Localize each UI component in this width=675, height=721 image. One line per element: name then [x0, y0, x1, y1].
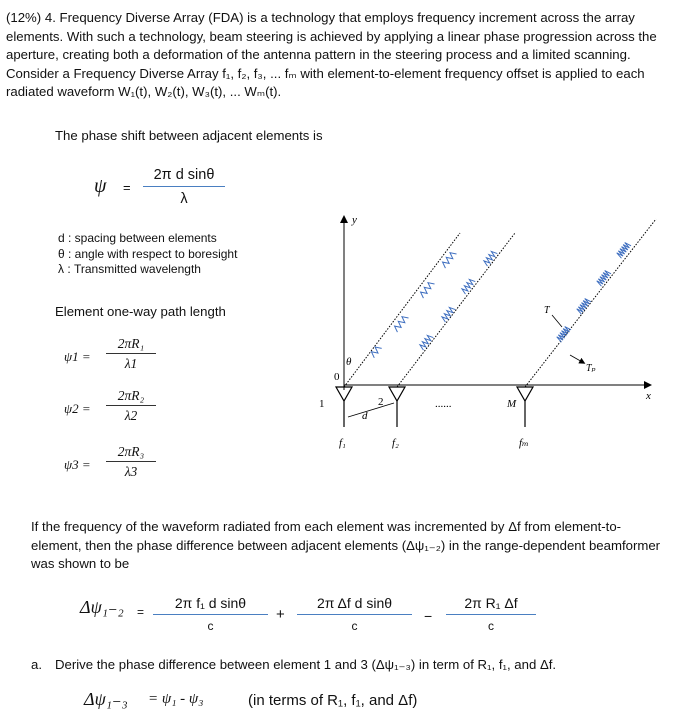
freq-f2-label: f₂	[392, 437, 399, 449]
beamformer-term-1	[153, 595, 268, 633]
theta-label: θ	[346, 356, 352, 368]
fraction-bar	[143, 186, 225, 187]
spacing-line	[348, 403, 394, 417]
element-m-label: M	[507, 398, 517, 410]
freq-fm-label: fₘ	[519, 437, 529, 449]
term-1-numerator: 2π f₁ d sinθ	[174, 595, 247, 611]
term-2-denominator: c	[351, 619, 358, 633]
beam-line-2	[397, 233, 515, 387]
freq-f1-label: f₁	[339, 437, 346, 449]
freq-increment-paragraph: If the frequency of the waveform radiated from each element was incremented by Δf from element-to-element, then the phase difference between adjacent elements (Δψ₁₋₂) in the range-dependent beamformer was shown to be	[31, 519, 661, 572]
beamformer-term-3	[446, 595, 536, 633]
term-2-numerator: 2π Δf d sinθ	[316, 595, 393, 611]
equals-sign: =	[123, 180, 131, 195]
answer-rhs: = ψ₁ - ψ₃	[148, 691, 204, 707]
problem-statement	[6, 9, 670, 102]
answer-note: (in terms of R₁, f₁, and Δf)	[248, 692, 418, 709]
x-axis-label: x	[646, 390, 651, 402]
ellipsis-dots: ......	[435, 398, 452, 410]
psi1-numerator: 2πR₁	[117, 336, 145, 351]
waveform-packets	[370, 242, 631, 358]
spacing-d-label: d	[362, 410, 368, 422]
delta-psi-12: Δψ₁₋₂	[80, 597, 124, 617]
definition-d: d : spacing between elements	[58, 231, 217, 245]
pulse-marker-tp	[570, 355, 584, 363]
fraction-bar	[106, 461, 156, 462]
question-a-text: Derive the phase difference between element 1 and 3 (Δψ₁₋₃) in term of R₁, f₁, and Δf.	[55, 657, 557, 672]
psi3-fraction	[106, 444, 156, 480]
psi1-denominator: λ1	[124, 356, 138, 371]
phase-shift-fraction	[143, 167, 225, 207]
beamformer-equals: =	[137, 605, 145, 619]
psi2-numerator: 2πR₂	[117, 388, 145, 403]
psi2-denominator: λ2	[124, 408, 138, 423]
fraction-bar	[446, 614, 536, 615]
psi1-lhs: ψ1 =	[64, 349, 91, 364]
beam-line-1	[344, 233, 460, 387]
minus-sign: −	[424, 608, 433, 624]
psi2-lhs: ψ2 =	[64, 401, 91, 416]
psi3-lhs: ψ3 =	[64, 457, 91, 472]
psi3-numerator: 2πR₃	[117, 444, 145, 459]
term-3-numerator: 2π R₁ Δf	[464, 595, 518, 611]
phase-shift-denominator: λ	[180, 191, 188, 207]
problem-text: Frequency Diverse Array (FDA) is a technology that employs frequency increment across the array elements. With such a technology, beam steering is achieved by applying a linear phase progression across the aperture, creating both a deformation of the antenna pattern in the steering process and a limited scanning. Consider a Frequency Diverse Array f₁, f₂, f₃, ... fₘ with element-to-element frequency offset is applied to each radiated waveform W₁(t), W₂(t), W₃(t), ... Wₘ(t).	[6, 10, 657, 100]
element-1-label: 1	[319, 398, 325, 410]
beamformer-term-2	[297, 595, 412, 633]
fraction-bar	[106, 405, 156, 406]
fda-array-diagram	[300, 205, 670, 455]
fraction-bar	[106, 353, 156, 354]
origin-label: 0	[334, 371, 340, 383]
phase-shift-numerator: 2π d sinθ	[153, 167, 215, 183]
fraction-bar	[297, 614, 412, 615]
fraction-bar	[153, 614, 268, 615]
definition-theta: θ : angle with respect to boresight	[58, 246, 238, 261]
plus-sign: +	[276, 606, 285, 623]
psi2-fraction	[106, 388, 156, 424]
definition-lambda: λ : Transmitted wavelength	[58, 262, 201, 276]
psi3-denominator: λ3	[124, 464, 138, 479]
y-axis-label: y	[352, 214, 357, 226]
pulse-label-tp: Tₚ	[586, 363, 596, 374]
element-2-label: 2	[378, 396, 384, 408]
term-1-denominator: c	[207, 619, 214, 633]
psi1-fraction	[106, 336, 156, 372]
path-length-heading: Element one-way path length	[55, 304, 226, 319]
period-label-t: T	[544, 305, 550, 316]
beam-line-m	[525, 219, 656, 387]
term-3-denominator: c	[488, 619, 494, 633]
delta-psi-13: Δψ₁₋₃	[84, 689, 128, 709]
definitions-list	[58, 231, 237, 278]
psi-symbol: ψ	[94, 175, 107, 197]
problem-number: 4.	[44, 10, 56, 25]
problem-weight: (12%)	[6, 10, 42, 25]
question-a-label: a.	[31, 657, 42, 672]
period-marker-t	[552, 315, 562, 327]
phase-shift-heading: The phase shift between adjacent elements is	[55, 128, 323, 143]
